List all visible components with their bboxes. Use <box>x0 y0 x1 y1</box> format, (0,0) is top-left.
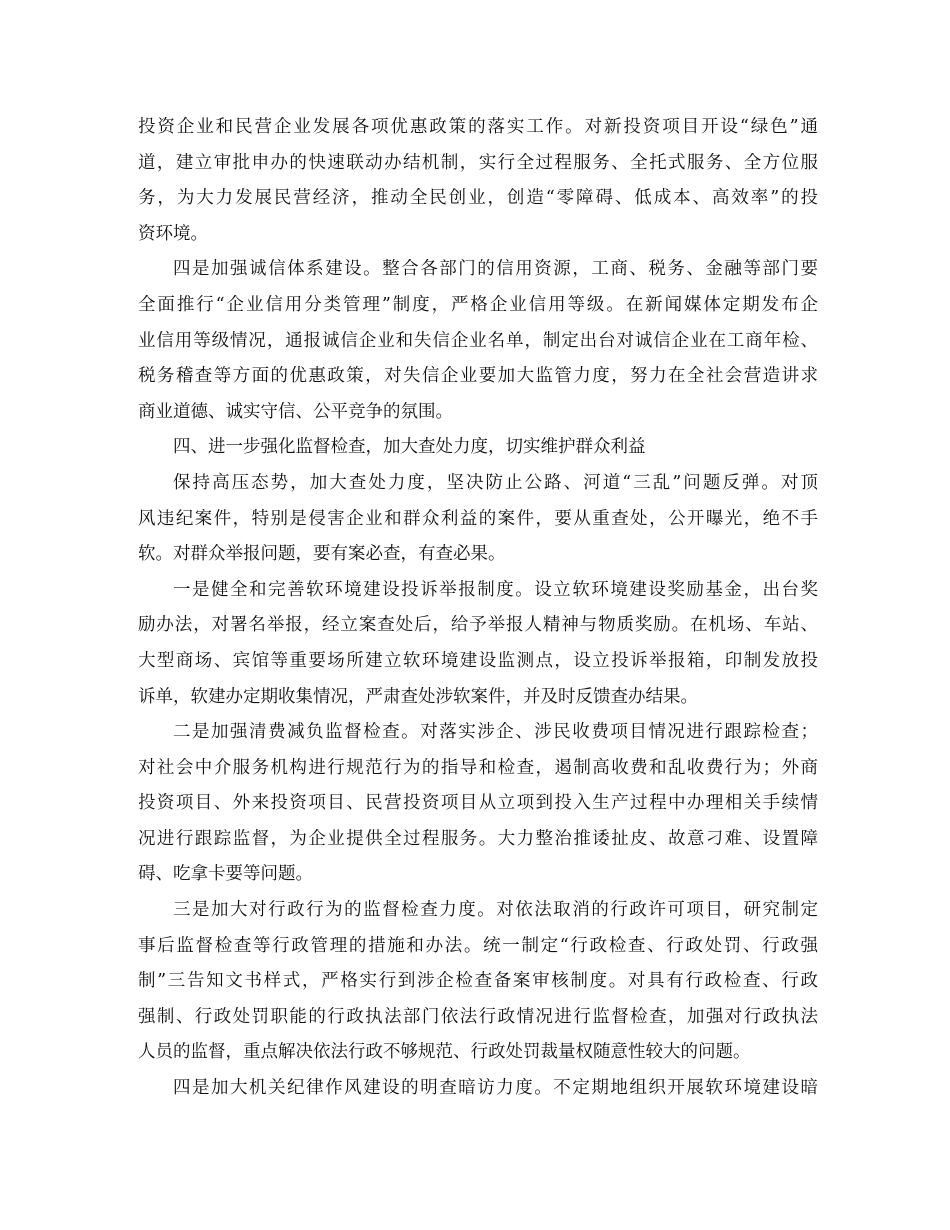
text-line: 全面推行“企业信用分类管理”制度，严格企业信用等级。在新闻媒体定期发布企 <box>138 294 818 315</box>
text-line: 人员的监督，重点解决依法行政不够规范、行政处罚裁量权随意性较大的问题。 <box>138 1042 751 1063</box>
text-line: 资环境。 <box>138 223 208 244</box>
text-line: 制”三告知文书样式，严格实行到涉企检查备案审核制度。对具有行政检查、行政 <box>138 971 818 992</box>
text-line: 业信用等级情况，通报诚信企业和失信企业名单，制定出台对诚信企业在工商年检、 <box>138 330 818 351</box>
text-line: 大型商场、宾馆等重要场所建立软环境建设监测点，设立投诉举报箱，印制发放投 <box>138 650 818 671</box>
text-line: 一是健全和完善软环境建设投诉举报制度。设立软环境建设奖励基金，出台奖 <box>173 579 818 600</box>
text-line: 况进行跟踪监督，为企业提供全过程服务。大力整治推诿扯皮、故意刁难、设置障 <box>138 828 818 849</box>
text-line: 四是加大机关纪律作风建设的明查暗访力度。不定期地组织开展软环境建设暗 <box>173 1078 818 1099</box>
text-line: 务，为大力发展民营经济，推动全民创业，创造“零障碍、低成本、高效率”的投 <box>138 188 818 209</box>
text-line: 软。对群众举报问题，要有案必查，有查必果。 <box>138 544 506 565</box>
text-line: 投资企业和民营企业发展各项优惠政策的落实工作。对新投资项目开设“绿色”通 <box>138 117 818 137</box>
text-line: 商业道德、诚实守信、公平竞争的氛围。 <box>138 401 453 422</box>
text-line: 四、进一步强化监督检查，加大查处力度，切实维护群众利益 <box>173 437 646 458</box>
text-line: 风违纪案件，特别是侵害企业和群众利益的案件，要从重查处，公开曝光，绝不手 <box>138 508 818 529</box>
text-line: 道，建立审批申办的快速联动办结机制，实行全过程服务、全托式服务、全方位服 <box>138 152 818 173</box>
text-line: 诉单，软建办定期收集情况，严肃查处涉软案件，并及时反馈查办结果。 <box>138 686 698 707</box>
text-line: 二是加强清费减负监督检查。对落实涉企、涉民收费项目情况进行跟踪检查； <box>173 722 818 743</box>
text-line: 励办法，对署名举报，经立案查处后，给予举报人精神与物质奖励。在机场、车站、 <box>138 615 818 636</box>
text-line: 三是加大对行政行为的监督检查力度。对依法取消的行政许可项目，研究制定 <box>173 900 818 921</box>
text-line: 保持高压态势，加大查处力度，坚决防止公路、河道“三乱”问题反弹。对顶 <box>173 472 818 493</box>
document-body <box>138 110 818 1107</box>
text-line: 税务稽查等方面的优惠政策，对失信企业要加大监管力度，努力在全社会营造讲求 <box>138 366 818 387</box>
text-line: 事后监督检查等行政管理的措施和办法。统一制定“行政检查、行政处罚、行政强 <box>138 935 818 956</box>
text-line: 对社会中介服务机构进行规范行为的指导和检查，遏制高收费和乱收费行为；外商 <box>138 757 818 778</box>
text-line: 强制、行政处罚职能的行政执法部门依法行政情况进行监督检查，加强对行政执法 <box>138 1006 818 1027</box>
text-line: 碍、吃拿卡要等问题。 <box>138 864 313 885</box>
text-line: 投资项目、外来投资项目、民营投资项目从立项到投入生产过程中办理相关手续情 <box>138 793 818 814</box>
text-line: 四是加强诚信体系建设。整合各部门的信用资源，工商、税务、金融等部门要 <box>173 259 818 280</box>
